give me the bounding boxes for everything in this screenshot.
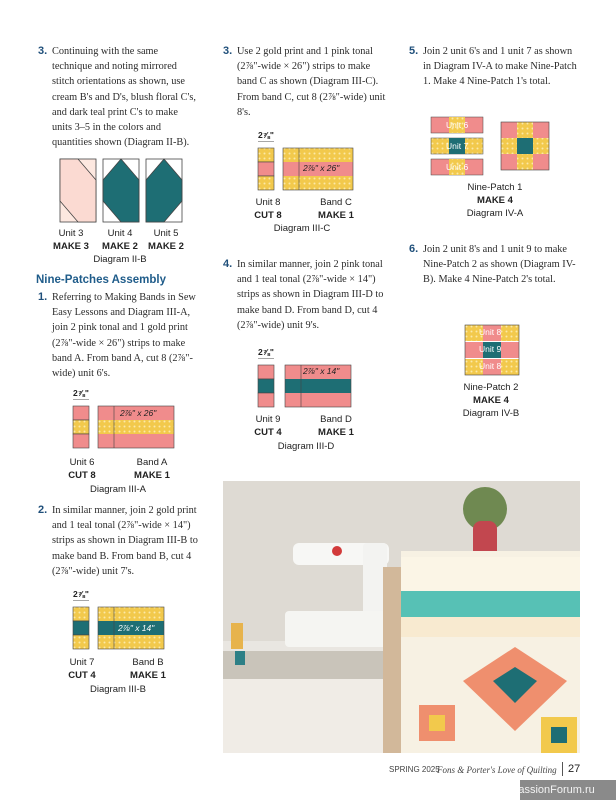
- band-dim-label: 2⅞" x 26": [120, 408, 157, 418]
- step-text: In similar manner, join 2 pink tonal and 1 teal tonal (2⅞"-wide × 14") strips as shown in Diagram III-D to make band D. From band D, cut 4 (2⅞"-wide) unit 9's.: [237, 259, 384, 331]
- step-text: In similar manner, join 2 gold print and 1 teal tonal (2⅞"-wide × 14") strips as shown in Diagram III-B to make band B. From band B, cut 4 (2⅞"-wide) unit 7's.: [52, 505, 198, 577]
- diagram-iii-a-caption: Diagram III-A: [90, 484, 146, 495]
- strip-label-3: Unit 8: [479, 361, 502, 371]
- diagram-iii-d-caption: Diagram III-D: [277, 441, 335, 452]
- band-dim-label: 2⅞" x 26": [303, 163, 340, 173]
- col1-step1: [38, 290, 198, 381]
- step-number: 2.: [38, 504, 48, 516]
- col2-step3: [223, 44, 389, 120]
- footer-magazine: Fons & Porter's Love of Quilting: [437, 765, 557, 775]
- unit-4-block: [103, 159, 139, 222]
- unit-width-label: 2⅞": [258, 347, 274, 357]
- step-number: 4.: [223, 258, 233, 270]
- col3-step5: [409, 44, 579, 90]
- unit-width-label: 2⅞": [258, 130, 274, 140]
- diagram-iii-b-caption: Diagram III-B: [90, 684, 146, 695]
- diagram-iii-c-caption: Diagram III-C: [273, 223, 331, 234]
- col3-step6: [409, 242, 579, 288]
- strip-label-3: Unit 6: [446, 162, 469, 172]
- col1-step2: [38, 503, 200, 579]
- band-a-caption: Band A MAKE 1: [134, 457, 170, 481]
- step-number: 1.: [38, 291, 48, 303]
- footer-divider: [562, 762, 563, 776]
- unit-5-caption: Unit 5 MAKE 2: [148, 228, 184, 252]
- strip-label-1: Unit 6: [446, 120, 469, 130]
- step-text: Use 2 gold print and 1 pink tonal (2⅞"-wide × 26") strips to make band C as shown (Diagram III-C). From band C, cut 8 (2⅞"-wide) unit 8's.: [237, 46, 386, 118]
- step-number: 3.: [38, 45, 48, 57]
- diagram-ii-b-units: [59, 158, 185, 224]
- col1-step3: [38, 44, 198, 150]
- strip-label-1: Unit 8: [479, 327, 502, 337]
- unit-4-caption: Unit 4 MAKE 2: [102, 228, 138, 252]
- unit-9-caption: Unit 9 CUT 4: [254, 414, 282, 438]
- unit-5-block: [146, 159, 182, 222]
- strip-label-2: Unit 9: [479, 344, 502, 354]
- step-number: 3.: [223, 45, 233, 57]
- strip-label-2: Unit 7: [446, 141, 469, 151]
- step-text: Referring to Making Bands in Sew Easy Lessons and Diagram III-A, join 2 pink tonal and 1 gold print (2⅞"-wide × 26") strips to make band A. From band A, cut 8 (2⅞"-wide) unit 6's.: [52, 292, 196, 380]
- unit-7-caption: Unit 7 CUT 4: [68, 657, 96, 681]
- unit-3-block: [60, 159, 96, 222]
- diagram-ii-b-caption: Diagram II-B: [93, 254, 147, 265]
- unit-width-label: 2⅞": [73, 589, 89, 599]
- watermark: PassionForum.ru: [511, 784, 595, 796]
- section-heading: Nine-Patches Assembly: [36, 274, 166, 286]
- quilt: [401, 551, 580, 753]
- unit-6-caption: Unit 6 CUT 8: [68, 457, 96, 481]
- unit-8-caption: Unit 8 CUT 8: [254, 197, 282, 221]
- nine-patch-1-block: [501, 122, 549, 170]
- col2-step4: [223, 257, 389, 333]
- band-dim-label: 2⅞" x 14": [118, 623, 155, 633]
- quilt-photo: [223, 481, 580, 753]
- step-text: Join 2 unit 6's and 1 unit 7 as shown in Diagram IV-A to make Nine-Patch 1. Make 4 Nine-Patch 1's total.: [423, 46, 577, 88]
- step-number: 5.: [409, 45, 419, 57]
- unit-width-label: 2⅞": [73, 388, 89, 398]
- unit-3-caption: Unit 3 MAKE 3: [53, 228, 89, 252]
- step-text: Join 2 unit 8's and 1 unit 9 to make Nine-Patch 2 as shown (Diagram IV-B). Make 4 Nine-Patch 2's total.: [423, 244, 576, 286]
- band-b-caption: Band B MAKE 1: [130, 657, 166, 681]
- nine-patch-1-caption: Nine-Patch 1 MAKE 4 Diagram IV-A: [466, 182, 524, 219]
- band-d-caption: Band D MAKE 1: [318, 414, 354, 438]
- step-text: Continuing with the same technique and noting mirrored stitch orientations as shown, use cream B's and D's, blush floral C's, and dark teal print C's to make units 3–5 in the colors and quantities shown (Diagram II-B).: [52, 46, 196, 149]
- nine-patch-2-caption: Nine-Patch 2 MAKE 4 Diagram IV-B: [462, 382, 520, 419]
- diagram-iii-a-band: [72, 399, 176, 451]
- band-dim-label: 2⅞" x 14": [303, 366, 340, 376]
- footer-season: SPRING 2025: [389, 765, 440, 774]
- step-number: 6.: [409, 243, 419, 255]
- band-c-caption: Band C MAKE 1: [318, 197, 354, 221]
- page-number: 27: [568, 763, 581, 775]
